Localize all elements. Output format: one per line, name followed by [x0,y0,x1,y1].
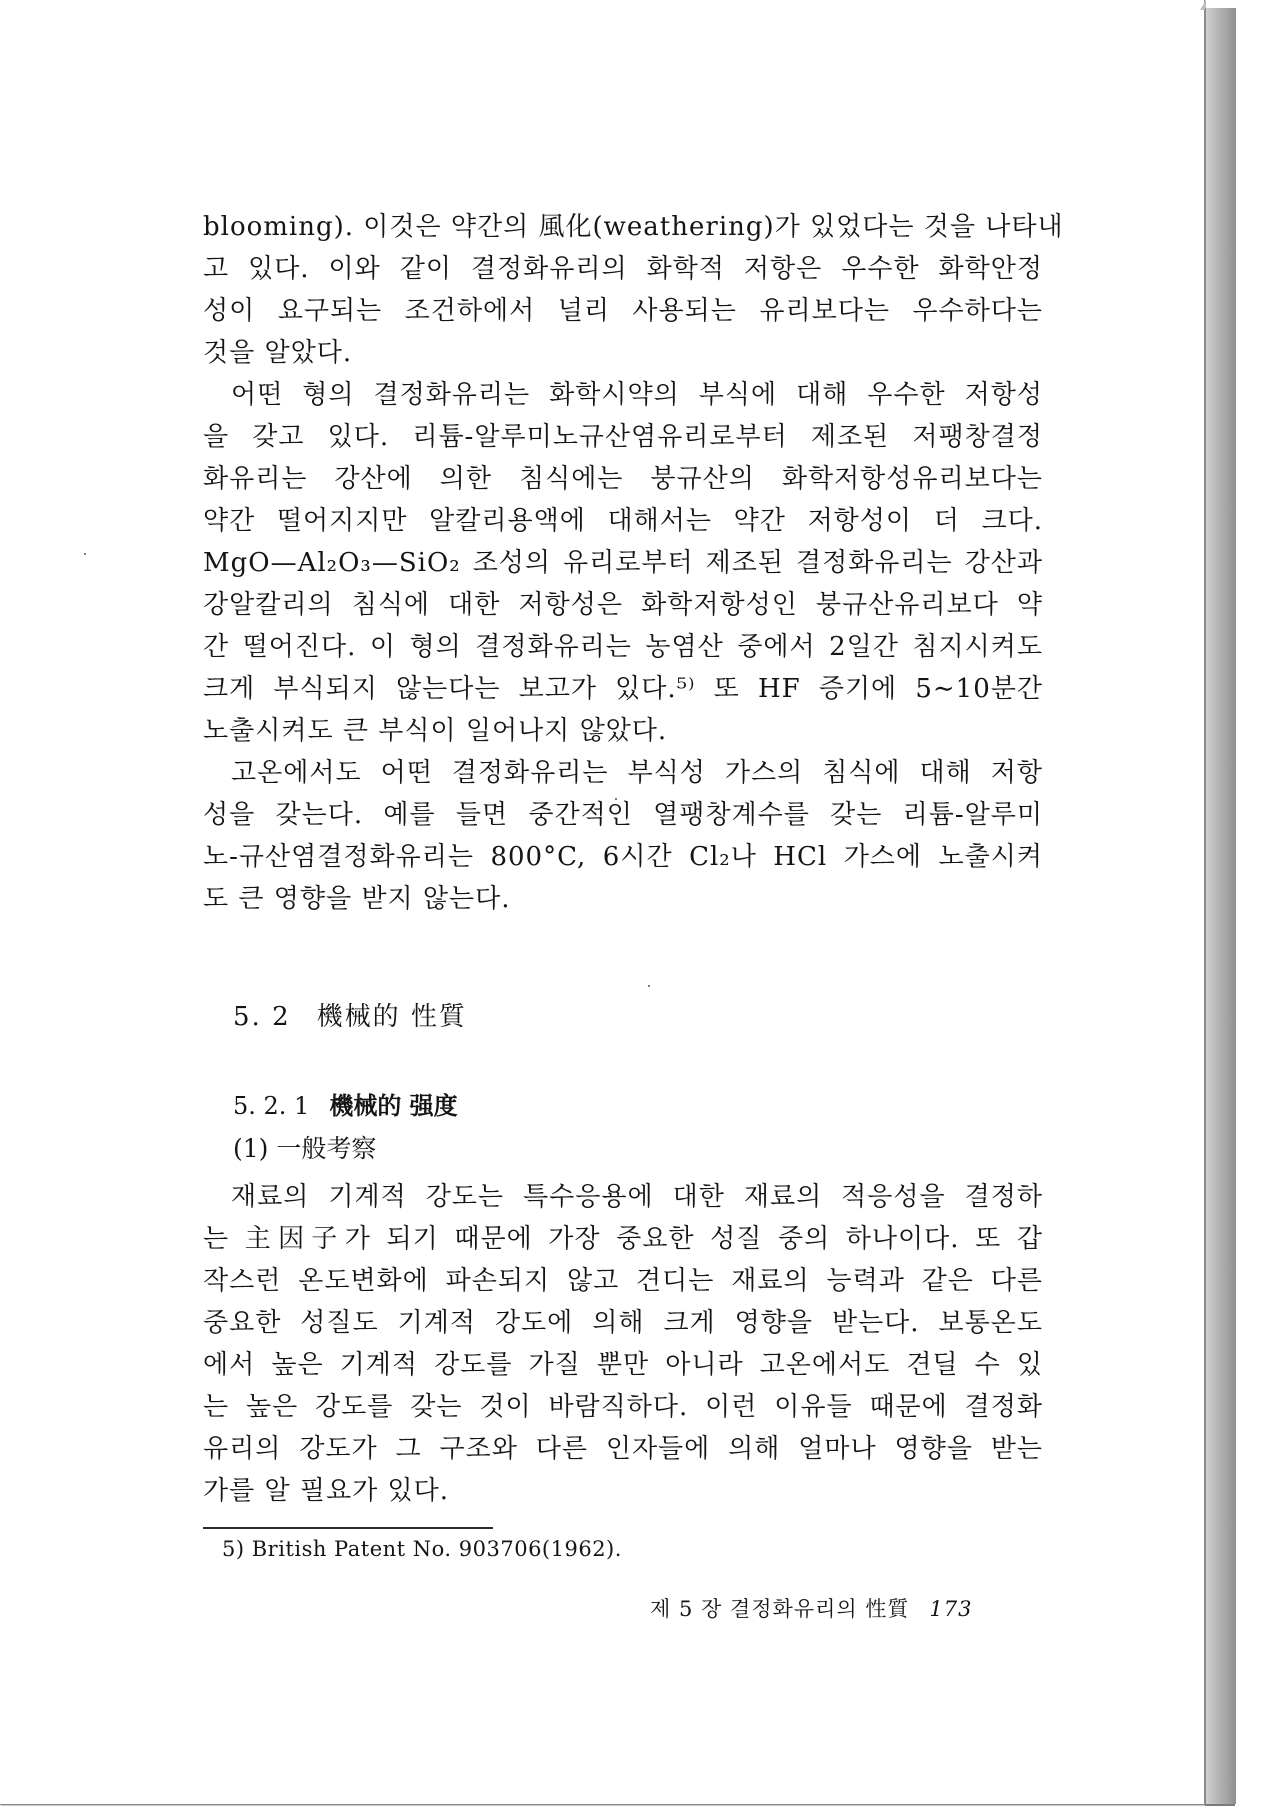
paragraph [203,374,1043,752]
scan-speck [615,798,617,800]
subsection-title: 機械的 强度 [329,1091,458,1120]
text-line: 성이 요구되는 조건하에서 널리 사용되는 유리보다는 우수하다는 [203,296,1043,326]
text-line: 유리의 강도가 그 구조와 다른 인자들에 의해 얼마나 영향을 받는 [203,1434,1043,1464]
text-line: 에서 높은 기계적 강도를 가질 뿐만 아니라 고온에서도 견딜 수 있 [203,1350,1043,1380]
text-line: 을 갖고 있다. 리튬-알루미노규산염유리로부터 제조된 저팽창결정 [203,422,1043,452]
text-line: 성을 갖는다. 예를 들면 중간적인 열팽창계수를 갖는 리튬-알루미 [203,800,1043,830]
body-text-lower [203,1176,1043,1512]
section-number: 5. 2 [233,1002,291,1032]
paragraph [203,1176,1043,1512]
running-footer [650,1592,972,1626]
text-line: 작스런 온도변화에 파손되지 않고 견디는 재료의 능력과 같은 다른 [203,1266,1043,1296]
text-line: 도 큰 영향을 받지 않는다. [203,884,511,914]
page-edge-shadow [1205,8,1236,1804]
text-line: 고온에서도 어떤 결정화유리는 부식성 가스의 침식에 대해 저항 [231,758,1043,788]
chapter-title: 제 5 장 결정화유리의 性質 [650,1597,910,1621]
text-line: 것을 알았다. [203,338,353,368]
text-line: 는 높은 강도를 갖는 것이 바람직하다. 이런 이유들 때문에 결정화 [203,1392,1043,1422]
text-line: 가를 알 필요가 있다. [203,1476,449,1506]
item-heading: (1) 一般考察 [233,1134,377,1163]
text-line: MgO—Al₂O₃—SiO₂ 조성의 유리로부터 제조된 결정화유리는 강산과 [203,548,1043,578]
text-line: 재료의 기계적 강도는 특수응용에 대한 재료의 적응성을 결정하 [231,1182,1043,1212]
section-title: 機械的 性質 [316,1002,467,1032]
text-line: blooming). 이것은 약간의 風化(weathering)가 있었다는 것을 나타내 [203,212,1064,242]
text-line: 화유리는 강산에 의한 침식에는 붕규산의 화학저항성유리보다는 [203,464,1043,494]
scan-speck [648,985,650,987]
scan-speck [84,553,86,555]
text-line: 노-규산염결정화유리는 800°C, 6시간 Cl₂나 HCl 가스에 노출시켜 [203,842,1043,872]
text-line: 는 主因子가 되기 때문에 가장 중요한 성질 중의 하나이다. 또 갑 [203,1224,1043,1254]
footnote-divider [203,1527,493,1529]
body-text-upper [203,206,1064,920]
text-line: 약간 떨어지지만 알칼리용액에 대해서는 약간 저항성이 더 크다. [203,506,1043,536]
text-line: 크게 부식되지 않는다는 보고가 있다.⁵⁾ 또 HF 증기에 5∼10분간 [203,674,1043,704]
text-line: 고 있다. 이와 같이 결정화유리의 화학적 저항은 우수한 화학안정 [203,254,1043,284]
section-heading [233,996,467,1038]
text-line: 중요한 성질도 기계적 강도에 의해 크게 영향을 받는다. 보통온도 [203,1308,1043,1338]
subsection-number: 5. 2. 1 [233,1092,310,1120]
text-line: 노출시켜도 큰 부식이 일어나지 않았다. [203,716,668,746]
text-line: 간 떨어진다. 이 형의 결정화유리는 농염산 중에서 2일간 침지시켜도 [203,632,1043,662]
footnote: 5) British Patent No. 903706(1962). [222,1537,622,1561]
paragraph [203,752,1043,920]
paragraph [203,206,1064,374]
text-line: 어떤 형의 결정화유리는 화학시약의 부식에 대해 우수한 저항성 [231,380,1043,410]
page-number: 173 [929,1597,973,1621]
subsection-heading [233,1086,458,1126]
text-line: 강알칼리의 침식에 대한 저항성은 화학저항성인 붕규산유리보다 약 [203,590,1043,620]
